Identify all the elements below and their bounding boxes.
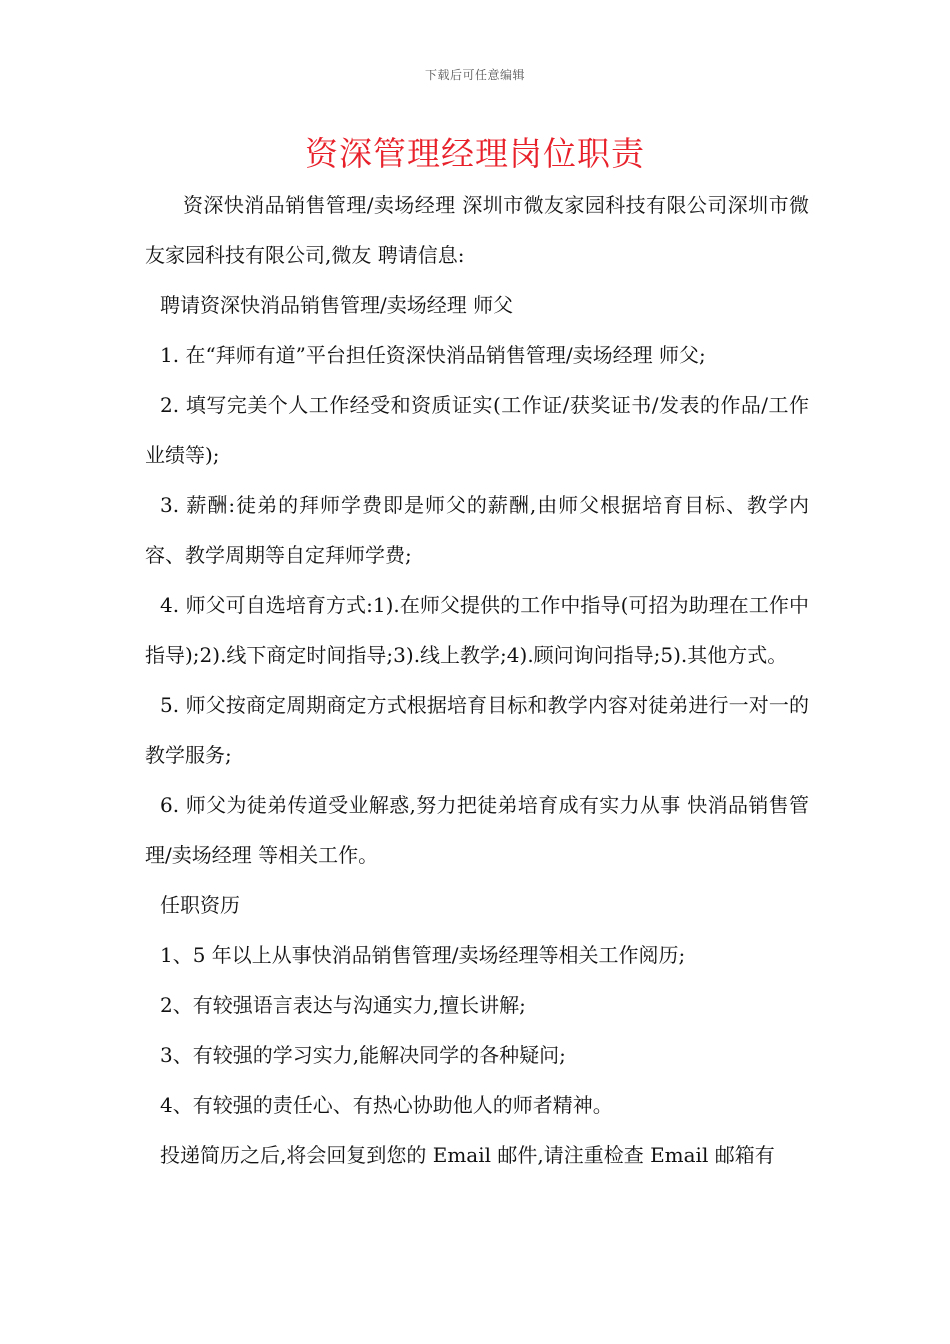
document-body <box>145 180 809 1180</box>
paragraph-duty-1: 1. 在“拜师有道”平台担任资深快消品销售管理/卖场经理 师父; <box>160 343 706 367</box>
paragraph-duty-2: 2. 填写完美个人工作经受和资质证实(工作证/获奖证书/发表的作品/工作业绩等); <box>145 393 809 467</box>
header-note: 下载后可任意编辑 <box>424 68 525 82</box>
paragraph-qualification-3: 3、有较强的学习实力,能解决同学的各种疑问; <box>160 1043 566 1067</box>
paragraph-qualifications-heading: 任职资历 <box>160 893 240 917</box>
paragraph-duty-6: 6. 师父为徒弟传道受业解惑,努力把徒弟培育成有实力从事 快消品销售管理/卖场经理 等相关工作。 <box>145 793 809 867</box>
paragraph-duty-3: 3. 薪酬:徒弟的拜师学费即是师父的薪酬,由师父根据培育目标、教学内容、教学周期等自定拜师学费; <box>145 493 809 567</box>
paragraph-duty-5: 5. 师父按商定周期商定方式根据培育目标和教学内容对徒弟进行一对一的教学服务; <box>145 693 809 767</box>
paragraph-qualification-2: 2、有较强语言表达与沟通实力,擅长讲解; <box>160 993 526 1017</box>
paragraph-duty-4: 4. 师父可自选培育方式:1).在师父提供的工作中指导(可招为助理在工作中指导);2).线下商定时间指导;3).线上教学;4).顾问询问指导;5).其他方式。 <box>145 593 809 667</box>
document-title: 资深管理经理岗位职责 <box>305 134 645 173</box>
paragraph-resume-note: 投递简历之后,将会回复到您的 Email 邮件,请注重检查 Email 邮箱有 <box>160 1143 775 1167</box>
paragraph-qualification-1: 1、5 年以上从事快消品销售管理/卖场经理等相关工作阅历; <box>160 943 686 967</box>
paragraph-recruit-heading: 聘请资深快消品销售管理/卖场经理 师父 <box>160 293 514 317</box>
paragraph-qualification-4: 4、有较强的责任心、有热心协助他人的师者精神。 <box>160 1093 613 1117</box>
paragraph-intro: 资深快消品销售管理/卖场经理 深圳市微友家园科技有限公司深圳市微友家园科技有限公司,微友 聘请信息: <box>145 193 809 267</box>
